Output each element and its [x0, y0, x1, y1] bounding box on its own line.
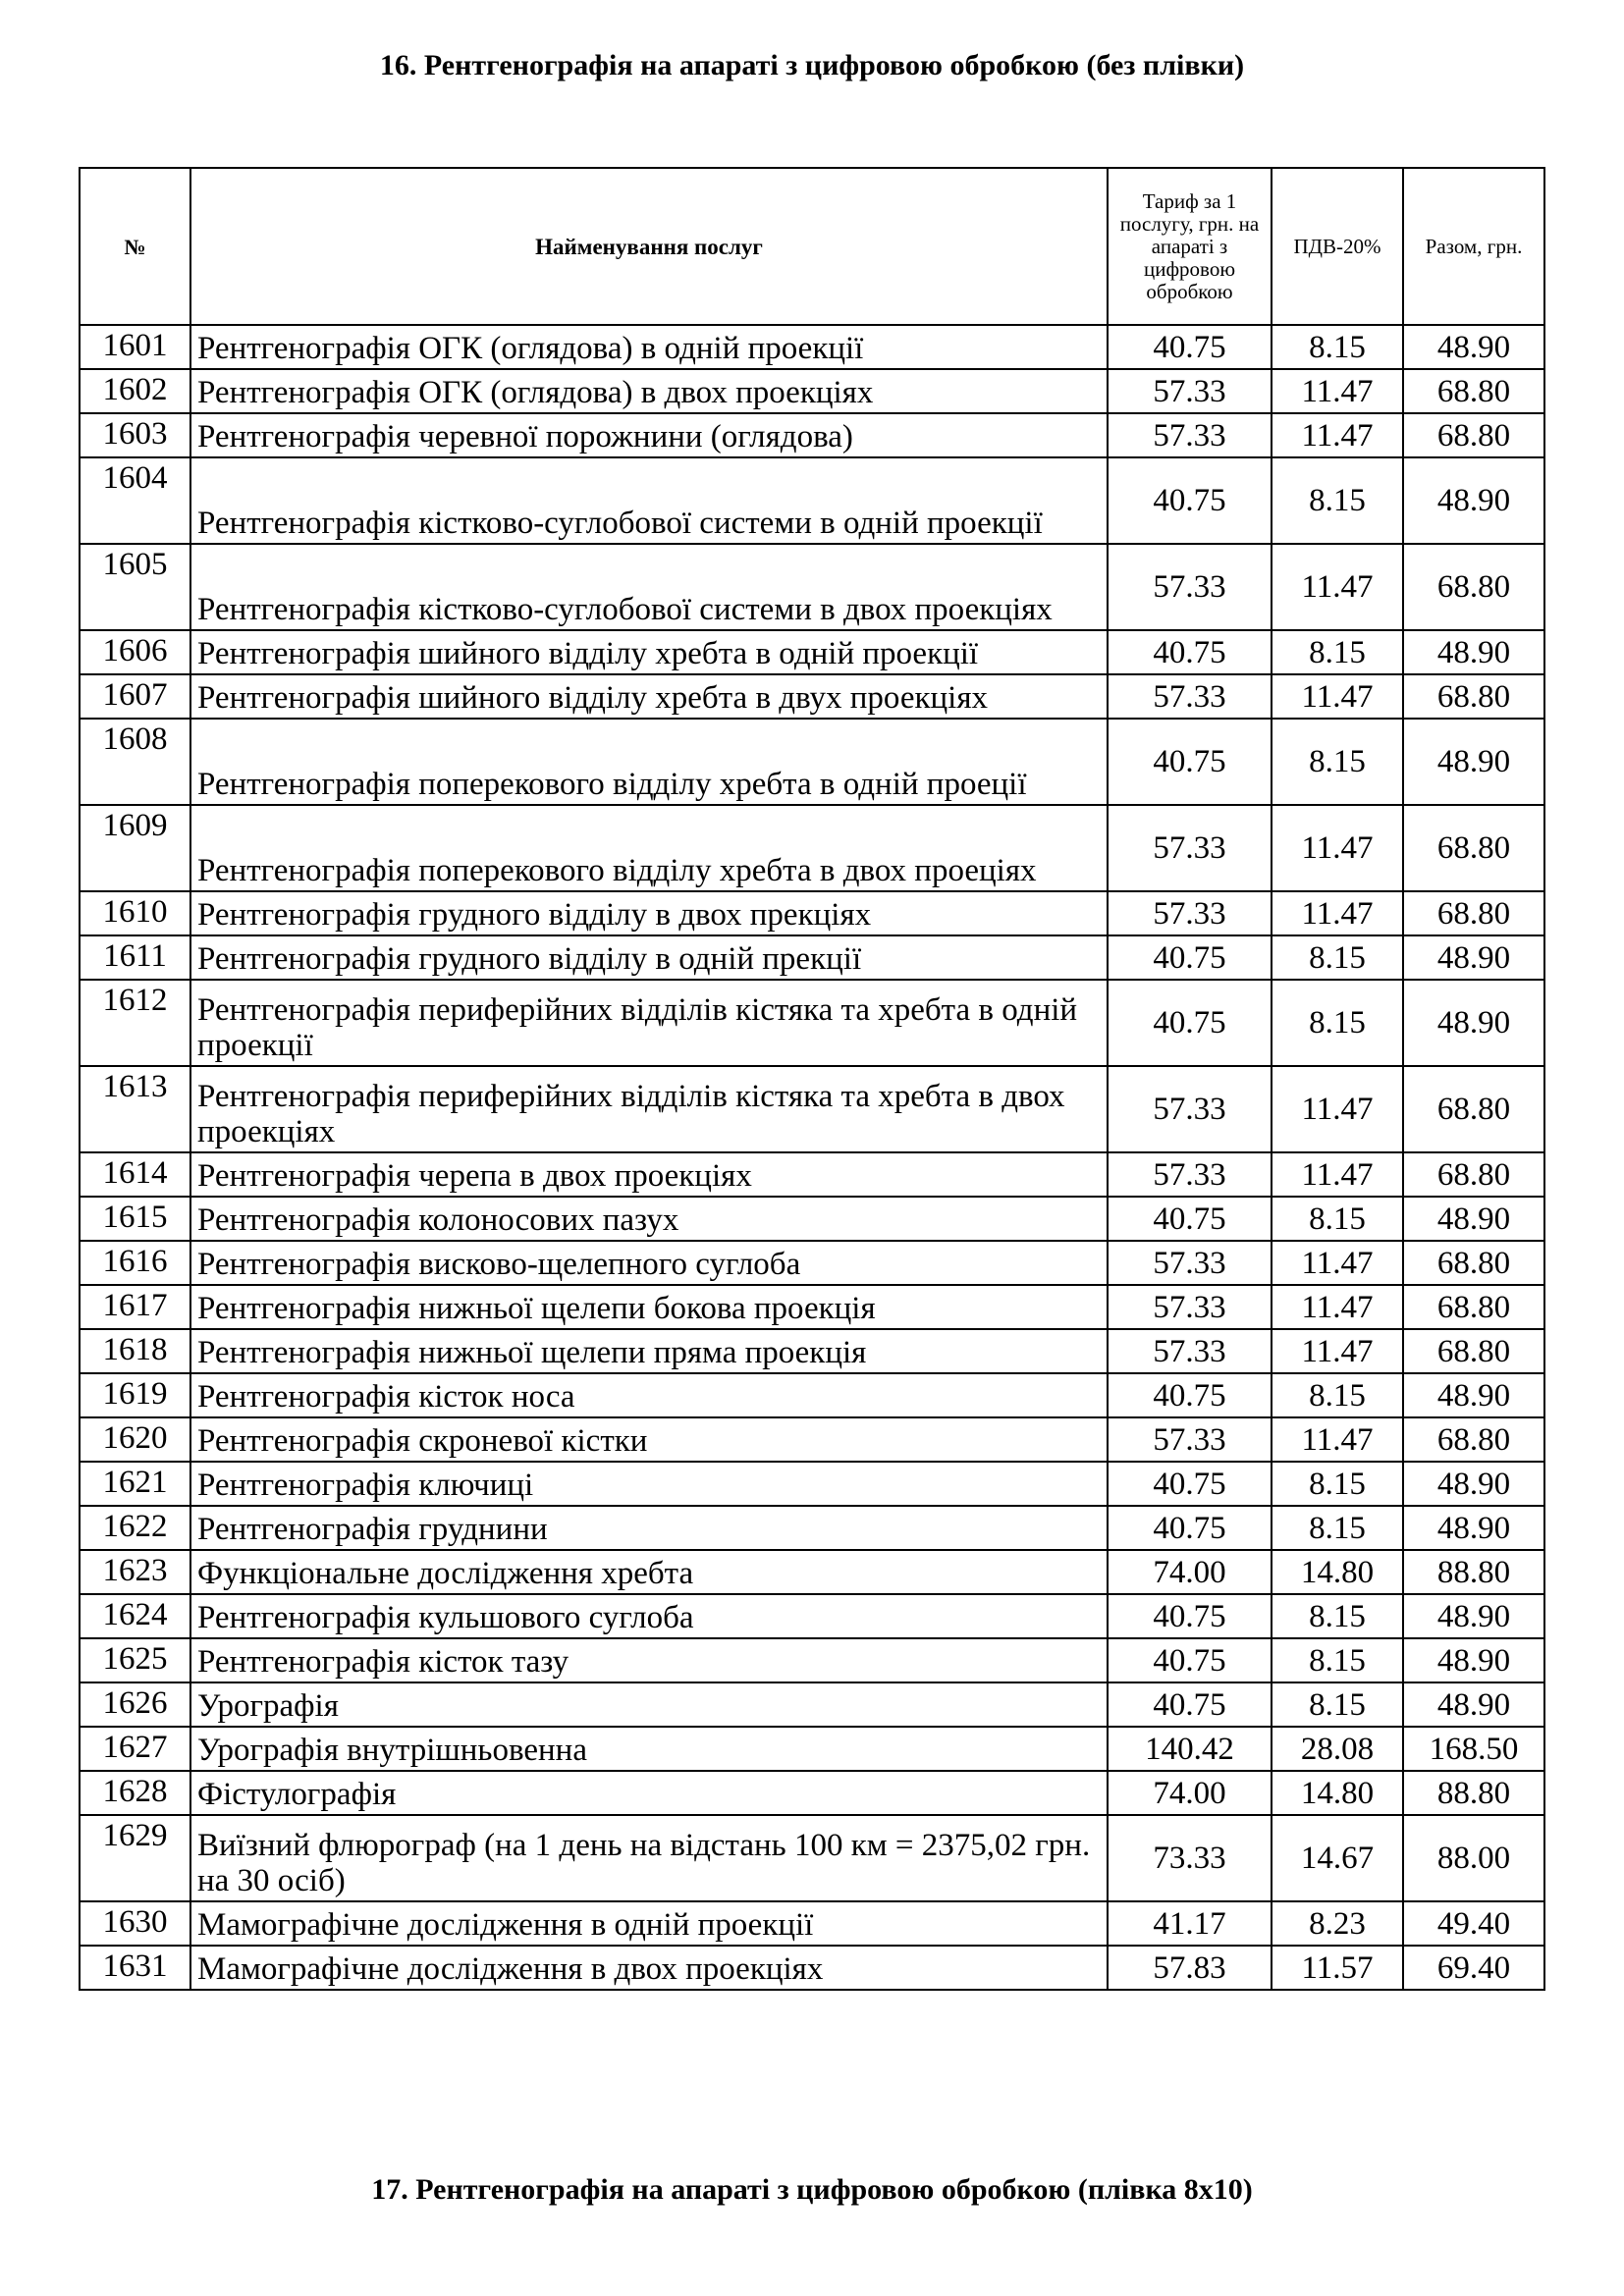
vat-value: 11.47 [1272, 1285, 1403, 1329]
service-number: 1605 [80, 544, 190, 630]
table-row [80, 1197, 1544, 1241]
service-name: Рентгенографія поперекового відділу хребта в двох проеціях [190, 805, 1108, 891]
service-name: Урографія [190, 1682, 1108, 1727]
service-number: 1617 [80, 1285, 190, 1329]
vat-value: 11.47 [1272, 891, 1403, 935]
table-row [80, 719, 1544, 805]
tariff-value: 40.75 [1108, 980, 1272, 1066]
total-value: 68.80 [1403, 369, 1544, 413]
vat-value: 11.47 [1272, 413, 1403, 457]
section-title: 16. Рентгенографія на апараті з цифровою обробкою (без плівки) [379, 49, 1245, 81]
vat-value: 8.23 [1272, 1901, 1403, 1946]
table-row [80, 630, 1544, 674]
table-row [80, 1285, 1544, 1329]
table-row [80, 1506, 1544, 1550]
service-number: 1611 [80, 935, 190, 980]
service-number: 1621 [80, 1462, 190, 1506]
vat-value: 11.47 [1272, 1417, 1403, 1462]
tariff-value: 74.00 [1108, 1550, 1272, 1594]
vat-value: 11.47 [1272, 805, 1403, 891]
total-value: 68.80 [1403, 1241, 1544, 1285]
service-number: 1610 [80, 891, 190, 935]
tariff-value: 140.42 [1108, 1727, 1272, 1771]
total-value: 68.80 [1403, 1285, 1544, 1329]
total-value: 88.00 [1403, 1815, 1544, 1901]
table-row [80, 1638, 1544, 1682]
service-name: Рентгенографія периферійних відділів кістяка та хребта в двох проекціях [190, 1066, 1108, 1152]
service-number: 1609 [80, 805, 190, 891]
vat-value: 11.47 [1272, 1152, 1403, 1197]
tariff-value: 73.33 [1108, 1815, 1272, 1901]
service-name: Рентгенографія черепа в двох проекціях [190, 1152, 1108, 1197]
table-row [80, 544, 1544, 630]
service-name: Рентгенографія кісток носа [190, 1373, 1108, 1417]
vat-value: 11.47 [1272, 1241, 1403, 1285]
vat-value: 8.15 [1272, 1197, 1403, 1241]
total-value: 68.80 [1403, 544, 1544, 630]
tariff-value: 40.75 [1108, 1373, 1272, 1417]
total-value: 168.50 [1403, 1727, 1544, 1771]
vat-value: 8.15 [1272, 325, 1403, 369]
tariff-value: 57.33 [1108, 413, 1272, 457]
service-name: Функціональне дослідження хребта [190, 1550, 1108, 1594]
vat-value: 8.15 [1272, 1638, 1403, 1682]
vat-value: 14.80 [1272, 1771, 1403, 1815]
table-row [80, 1241, 1544, 1285]
tariff-value: 41.17 [1108, 1901, 1272, 1946]
vat-value: 11.57 [1272, 1946, 1403, 1990]
service-number: 1603 [80, 413, 190, 457]
total-value: 68.80 [1403, 1066, 1544, 1152]
table-row [80, 1771, 1544, 1815]
vat-value: 11.47 [1272, 674, 1403, 719]
service-number: 1623 [80, 1550, 190, 1594]
tariff-value: 40.75 [1108, 935, 1272, 980]
tariff-value: 40.75 [1108, 1638, 1272, 1682]
service-name: Рентгенографія грудного відділу в двох прекціях [190, 891, 1108, 935]
service-name: Рентгенографія кістково-суглобової системи в одній проекції [190, 457, 1108, 544]
vat-value: 8.15 [1272, 1682, 1403, 1727]
tariff-value: 40.75 [1108, 1197, 1272, 1241]
total-value: 48.90 [1403, 1462, 1544, 1506]
vat-value: 8.15 [1272, 719, 1403, 805]
tariff-value: 40.75 [1108, 325, 1272, 369]
table-row [80, 1329, 1544, 1373]
service-number: 1612 [80, 980, 190, 1066]
tariff-value: 40.75 [1108, 1506, 1272, 1550]
service-name: Рентгенографія ОГК (оглядова) в двох проекціях [190, 369, 1108, 413]
tariff-value: 57.33 [1108, 1329, 1272, 1373]
tariff-value: 57.33 [1108, 891, 1272, 935]
total-value: 48.90 [1403, 1638, 1544, 1682]
table-row [80, 1901, 1544, 1946]
tariff-value: 57.83 [1108, 1946, 1272, 1990]
service-number: 1613 [80, 1066, 190, 1152]
total-value: 48.90 [1403, 935, 1544, 980]
section-title-next: 17. Рентгенографія на апараті з цифровою обробкою (плівка 8х10) [371, 2173, 1253, 2206]
tariff-value: 40.75 [1108, 1594, 1272, 1638]
service-number: 1608 [80, 719, 190, 805]
table-row [80, 1417, 1544, 1462]
service-name: Рентгенографія нижньої щелепи бокова проекція [190, 1285, 1108, 1329]
service-number: 1624 [80, 1594, 190, 1638]
total-value: 48.90 [1403, 457, 1544, 544]
tariff-value: 57.33 [1108, 1241, 1272, 1285]
service-number: 1616 [80, 1241, 190, 1285]
table-row [80, 891, 1544, 935]
table-row [80, 980, 1544, 1066]
header-tariff: Тариф за 1 послугу, грн. на апараті з цифровою обробкою [1108, 168, 1272, 325]
tariff-value: 40.75 [1108, 630, 1272, 674]
table-row [80, 805, 1544, 891]
service-name: Рентгенографія черевної порожнини (оглядова) [190, 413, 1108, 457]
total-value: 48.90 [1403, 630, 1544, 674]
table-row [80, 1815, 1544, 1901]
header-total: Разом, грн. [1403, 168, 1544, 325]
vat-value: 8.15 [1272, 1506, 1403, 1550]
header-number: № [80, 168, 190, 325]
price-table [79, 167, 1545, 1991]
service-name: Виїзний флюрограф (на 1 день на відстань 100 км = 2375,02 грн. на 30 осіб) [190, 1815, 1108, 1901]
service-name: Рентгенографія периферійних відділів кістяка та хребта в одній проекції [190, 980, 1108, 1066]
vat-value: 8.15 [1272, 1373, 1403, 1417]
table-header-row [80, 168, 1544, 325]
total-value: 88.80 [1403, 1550, 1544, 1594]
table-row [80, 369, 1544, 413]
tariff-value: 57.33 [1108, 1417, 1272, 1462]
total-value: 48.90 [1403, 980, 1544, 1066]
table-row [80, 1727, 1544, 1771]
table-row [80, 1462, 1544, 1506]
service-number: 1604 [80, 457, 190, 544]
total-value: 68.80 [1403, 1152, 1544, 1197]
service-number: 1606 [80, 630, 190, 674]
tariff-value: 57.33 [1108, 1066, 1272, 1152]
table-row [80, 674, 1544, 719]
vat-value: 11.47 [1272, 369, 1403, 413]
service-number: 1625 [80, 1638, 190, 1682]
service-number: 1631 [80, 1946, 190, 1990]
tariff-value: 57.33 [1108, 1152, 1272, 1197]
table-body [80, 325, 1544, 1990]
vat-value: 28.08 [1272, 1727, 1403, 1771]
service-number: 1620 [80, 1417, 190, 1462]
service-name: Урографія внутрішньовенна [190, 1727, 1108, 1771]
table-row [80, 1152, 1544, 1197]
total-value: 68.80 [1403, 1417, 1544, 1462]
service-number: 1602 [80, 369, 190, 413]
service-number: 1622 [80, 1506, 190, 1550]
table-row [80, 325, 1544, 369]
service-number: 1628 [80, 1771, 190, 1815]
tariff-value: 57.33 [1108, 544, 1272, 630]
tariff-value: 40.75 [1108, 1682, 1272, 1727]
service-number: 1601 [80, 325, 190, 369]
vat-value: 11.47 [1272, 1066, 1403, 1152]
service-name: Рентгенографія ОГК (оглядова) в одній проекції [190, 325, 1108, 369]
vat-value: 11.47 [1272, 544, 1403, 630]
total-value: 68.80 [1403, 805, 1544, 891]
service-name: Рентгенографія кісток тазу [190, 1638, 1108, 1682]
service-name: Рентгенографія нижньої щелепи пряма проекція [190, 1329, 1108, 1373]
service-name: Рентгенографія шийного відділу хребта в двух проекціях [190, 674, 1108, 719]
table-row [80, 1946, 1544, 1990]
vat-value: 8.15 [1272, 630, 1403, 674]
total-value: 48.90 [1403, 1682, 1544, 1727]
total-value: 48.90 [1403, 1506, 1544, 1550]
service-number: 1614 [80, 1152, 190, 1197]
service-name: Фістулографія [190, 1771, 1108, 1815]
service-name: Рентгенографія кістково-суглобової системи в двох проекціях [190, 544, 1108, 630]
service-name: Мамографічне дослідження в одній проекції [190, 1901, 1108, 1946]
vat-value: 8.15 [1272, 980, 1403, 1066]
total-value: 48.90 [1403, 1594, 1544, 1638]
vat-value: 14.80 [1272, 1550, 1403, 1594]
service-number: 1618 [80, 1329, 190, 1373]
service-number: 1626 [80, 1682, 190, 1727]
total-value: 49.40 [1403, 1901, 1544, 1946]
table-row [80, 1066, 1544, 1152]
tariff-value: 57.33 [1108, 369, 1272, 413]
table-row [80, 1594, 1544, 1638]
total-value: 68.80 [1403, 891, 1544, 935]
service-name: Рентгенографія шийного відділу хребта в одній проекції [190, 630, 1108, 674]
total-value: 48.90 [1403, 325, 1544, 369]
vat-value: 14.67 [1272, 1815, 1403, 1901]
tariff-value: 74.00 [1108, 1771, 1272, 1815]
service-number: 1619 [80, 1373, 190, 1417]
service-name: Рентгенографія грудного відділу в одній прекції [190, 935, 1108, 980]
vat-value: 8.15 [1272, 457, 1403, 544]
total-value: 48.90 [1403, 1197, 1544, 1241]
total-value: 48.90 [1403, 1373, 1544, 1417]
service-name: Рентгенографія груднини [190, 1506, 1108, 1550]
service-number: 1607 [80, 674, 190, 719]
vat-value: 11.47 [1272, 1329, 1403, 1373]
tariff-value: 57.33 [1108, 805, 1272, 891]
service-number: 1615 [80, 1197, 190, 1241]
total-value: 68.80 [1403, 1329, 1544, 1373]
table-row [80, 1682, 1544, 1727]
table-row [80, 1373, 1544, 1417]
service-number: 1629 [80, 1815, 190, 1901]
tariff-value: 40.75 [1108, 457, 1272, 544]
header-service-name: Найменування послуг [190, 168, 1108, 325]
tariff-value: 40.75 [1108, 1462, 1272, 1506]
service-name: Рентгенографія висково-щелепного суглоба [190, 1241, 1108, 1285]
total-value: 88.80 [1403, 1771, 1544, 1815]
table-row [80, 457, 1544, 544]
tariff-value: 40.75 [1108, 719, 1272, 805]
vat-value: 8.15 [1272, 1462, 1403, 1506]
service-name: Рентгенографія поперекового відділу хребта в одній проеції [190, 719, 1108, 805]
service-number: 1630 [80, 1901, 190, 1946]
service-name: Рентгенографія ключиці [190, 1462, 1108, 1506]
total-value: 69.40 [1403, 1946, 1544, 1990]
table-row [80, 413, 1544, 457]
table-row [80, 1550, 1544, 1594]
table-row [80, 935, 1544, 980]
total-value: 48.90 [1403, 719, 1544, 805]
tariff-value: 57.33 [1108, 674, 1272, 719]
tariff-value: 57.33 [1108, 1285, 1272, 1329]
header-vat: ПДВ-20% [1272, 168, 1403, 325]
service-name: Рентгенографія скроневої кістки [190, 1417, 1108, 1462]
vat-value: 8.15 [1272, 1594, 1403, 1638]
total-value: 68.80 [1403, 413, 1544, 457]
service-name: Мамографічне дослідження в двох проекціях [190, 1946, 1108, 1990]
vat-value: 8.15 [1272, 935, 1403, 980]
service-name: Рентгенографія кульшового суглоба [190, 1594, 1108, 1638]
service-number: 1627 [80, 1727, 190, 1771]
total-value: 68.80 [1403, 674, 1544, 719]
service-name: Рентгенографія колоносових пазух [190, 1197, 1108, 1241]
